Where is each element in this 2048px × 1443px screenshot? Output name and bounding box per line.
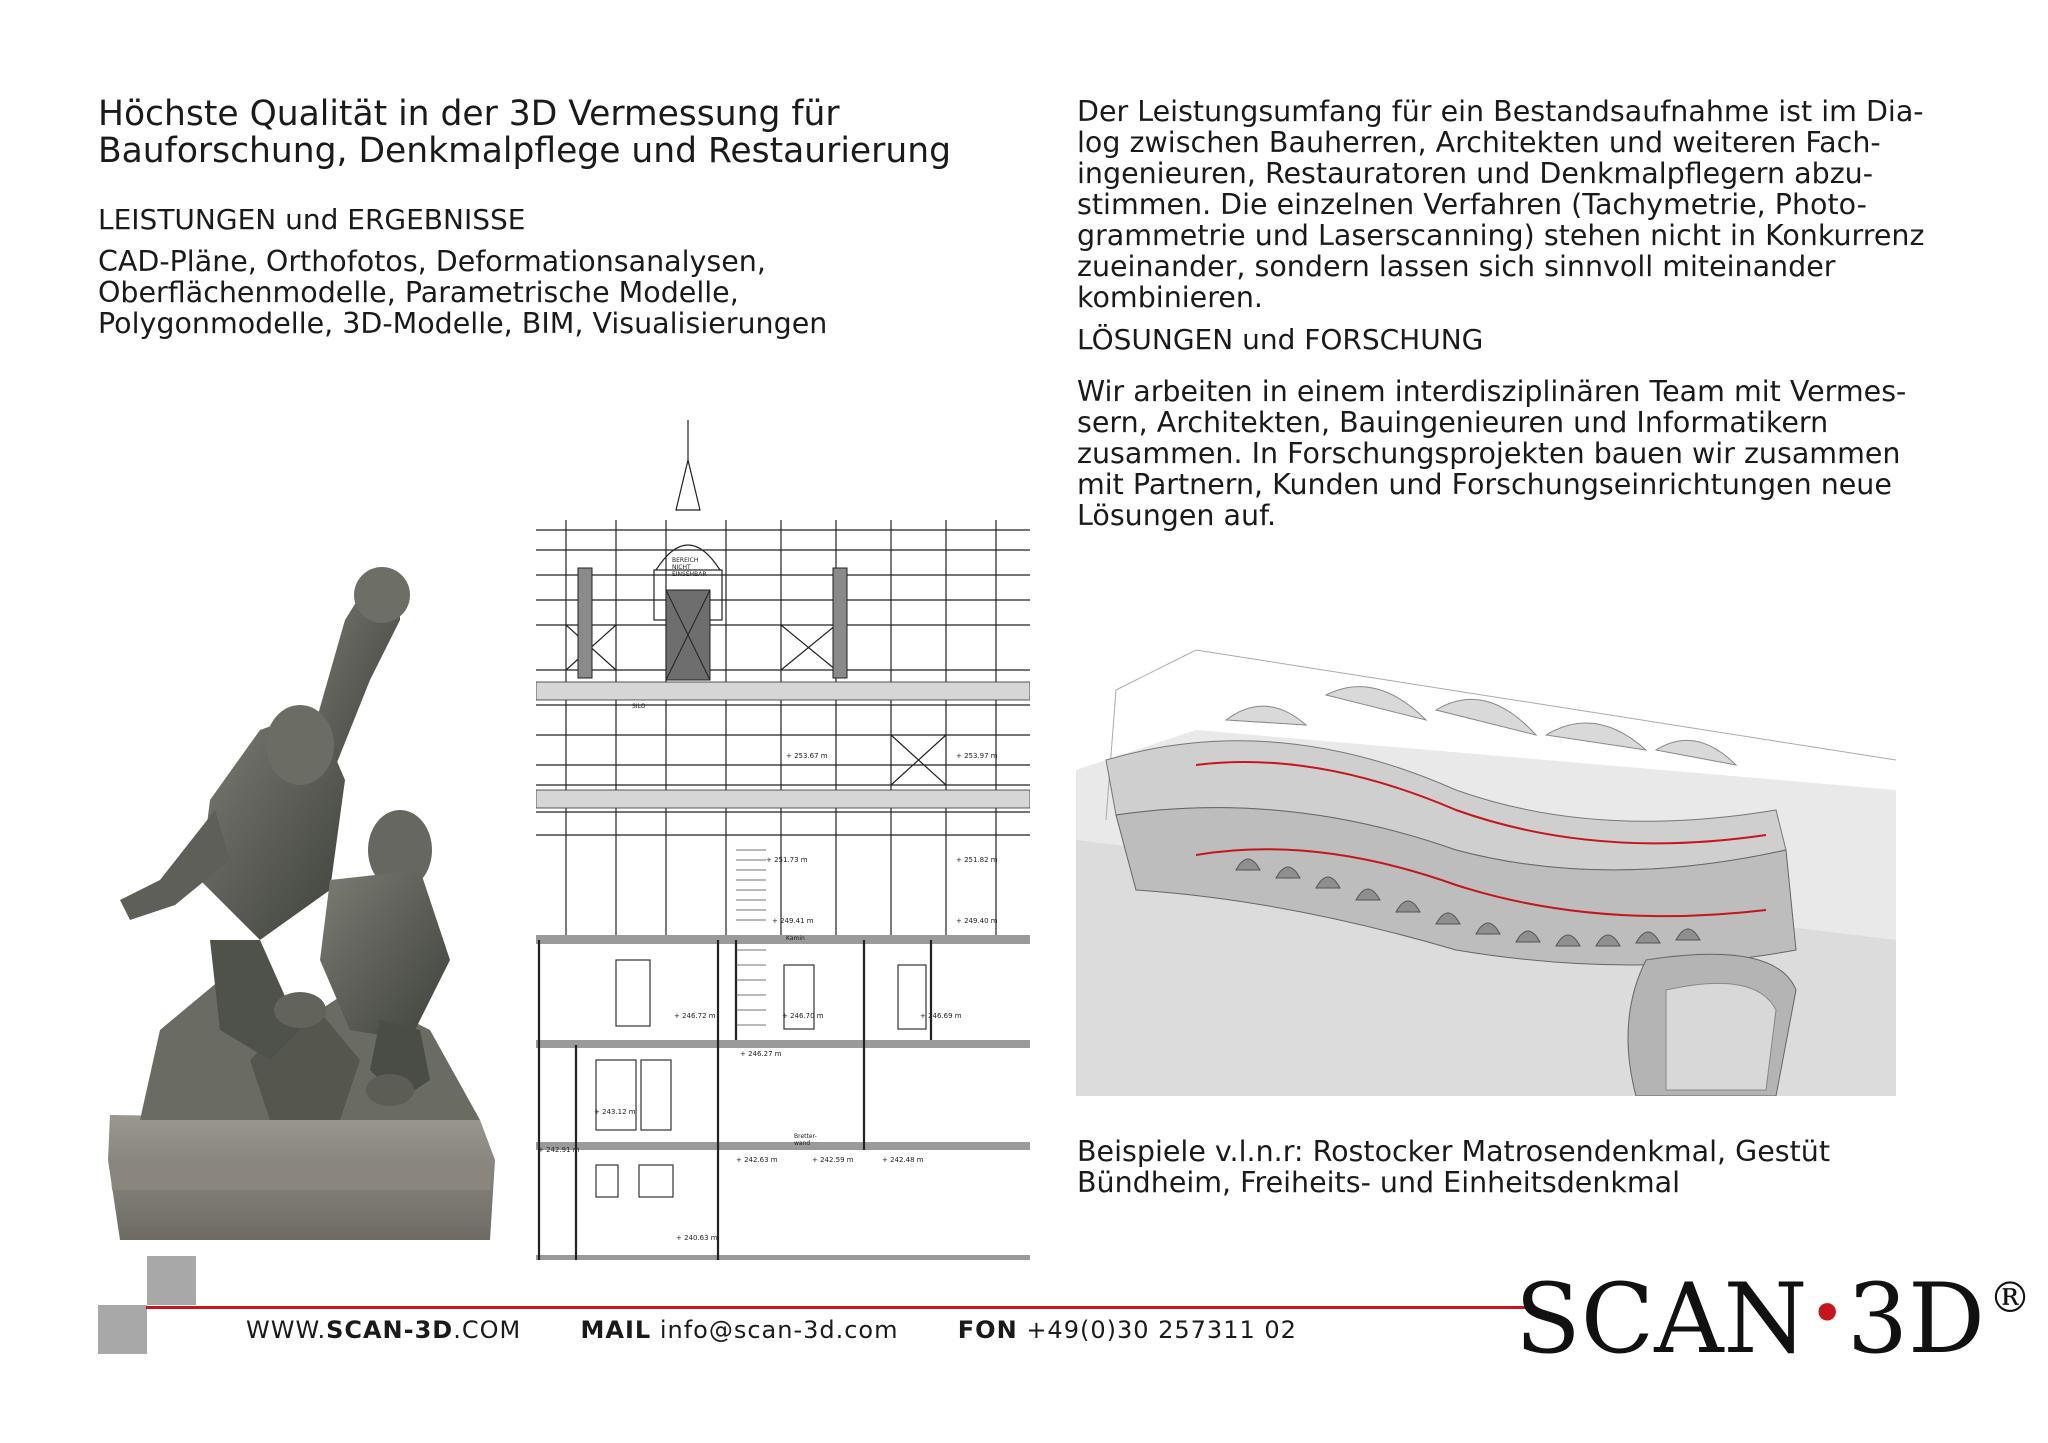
elevation-label: + 242.48 m	[882, 1156, 924, 1164]
elevation-label: + 246.70 m	[782, 1012, 824, 1020]
registered-mark: ®	[1988, 1273, 2031, 1322]
elevation-label: + 243.12 m	[594, 1108, 636, 1116]
page-headline	[98, 96, 1038, 170]
caption-line: Beispiele v.l.n.r: Rostocker Matrosendenkmal, Gestüt	[1077, 1135, 1831, 1168]
loesungen-line: Wir arbeiten in einem interdisziplinären Team mit Vermes-	[1077, 375, 1907, 408]
drawing-label-bretterwand-1: Bretter-	[794, 1133, 817, 1140]
drawing-label-bretterwand-2: wand	[794, 1140, 811, 1147]
elevation-label: + 242.91 m	[538, 1146, 580, 1154]
loesungen-line: Lösungen auf.	[1077, 499, 1277, 532]
umfang-line: Der Leistungsumfang für ein Bestandsaufnahme ist im Dia-	[1077, 95, 1924, 128]
model-render	[1076, 640, 1896, 1096]
elevation-label: + 246.27 m	[740, 1050, 782, 1058]
elevation-label: + 249.41 m	[772, 917, 814, 925]
leistungen-list	[98, 246, 1028, 339]
umfang-line: kombinieren.	[1077, 281, 1263, 314]
caption-line: Bündheim, Freiheits- und Einheitsdenkmal	[1077, 1166, 1681, 1199]
leistungen-line: Polygonmodelle, 3D-Modelle, BIM, Visualisierungen	[98, 307, 828, 340]
statue-image	[100, 560, 500, 1260]
website-prefix: WWW.	[246, 1316, 327, 1344]
umfang-line: ingenieuren, Restauratoren und Denkmalpflegern abzu-	[1077, 157, 1874, 190]
image-caption	[1077, 1136, 1977, 1198]
decor-square-top	[147, 1256, 196, 1305]
elevation-label: + 246.69 m	[920, 1012, 962, 1020]
drawing-label-nicht: NICHT	[672, 564, 691, 571]
umfang-line: grammetrie und Laserscanning) stehen nicht in Konkurrenz	[1077, 219, 1925, 252]
phone-number: +49(0)30 257311 02	[1026, 1316, 1297, 1344]
elevation-label: + 249.40 m	[956, 917, 998, 925]
elevation-label: + 242.59 m	[812, 1156, 854, 1164]
website-domain: SCAN-3D	[326, 1316, 454, 1344]
elevation-label: + 253.67 m	[786, 752, 828, 760]
umfang-line: zueinander, sondern lassen sich sinnvoll miteinander	[1077, 250, 1836, 283]
logo-dot-icon: •	[1809, 1279, 1845, 1349]
section-drawing	[536, 420, 1030, 1260]
headline-line-2: Bauforschung, Denkmalpflege und Restaurierung	[98, 131, 951, 171]
elevation-label: + 251.73 m	[766, 856, 808, 864]
footer-contact	[246, 1316, 1297, 1344]
fon-label: FON	[957, 1316, 1018, 1344]
logo-text-scan: SCAN	[1515, 1263, 1808, 1375]
logo-text-3d: 3D	[1846, 1263, 1985, 1375]
mail-label: MAIL	[580, 1316, 652, 1344]
leistungen-line: CAD-Pläne, Orthofotos, Deformationsanalysen,	[98, 245, 766, 278]
decor-square-bottom	[98, 1305, 147, 1354]
loesungen-line: mit Partnern, Kunden und Forschungseinrichtungen neue	[1077, 468, 1892, 501]
footer-rule	[146, 1306, 1534, 1309]
elevation-label: + 240.63 m	[676, 1234, 718, 1242]
umfang-line: log zwischen Bauherren, Architekten und weiteren Fach-	[1077, 126, 1881, 159]
elevation-label: + 242.63 m	[736, 1156, 778, 1164]
umfang-paragraph	[1077, 96, 1977, 313]
mail-link[interactable]: info@scan-3d.com	[659, 1316, 899, 1344]
scan3d-logo	[1515, 1250, 2031, 1375]
website-suffix: .COM	[453, 1316, 522, 1344]
drawing-label-kamin: Kamin	[786, 935, 805, 942]
elevation-label: + 246.72 m	[674, 1012, 716, 1020]
elevation-label: + 253.97 m	[956, 752, 998, 760]
umfang-line: stimmen. Die einzelnen Verfahren (Tachymetrie, Photo-	[1077, 188, 1867, 221]
elevation-label: + 251.82 m	[956, 856, 998, 864]
loesungen-paragraph	[1077, 376, 1977, 531]
drawing-label-silo: SILO	[632, 703, 646, 710]
loesungen-heading: LÖSUNGEN und FORSCHUNG	[1077, 323, 1484, 356]
headline-line-1: Höchste Qualität in der 3D Vermessung für	[98, 94, 840, 134]
loesungen-line: sern, Architekten, Bauingenieuren und Informatikern	[1077, 406, 1829, 439]
leistungen-heading: LEISTUNGEN und ERGEBNISSE	[98, 203, 526, 236]
drawing-label-einsehbar: EINSEHBAR	[672, 571, 707, 578]
drawing-label-bereich: BEREICH	[672, 557, 699, 564]
loesungen-line: zusammen. In Forschungsprojekten bauen wir zusammen	[1077, 437, 1901, 470]
website-link[interactable]	[246, 1316, 521, 1344]
leistungen-line: Oberflächenmodelle, Parametrische Modelle,	[98, 276, 739, 309]
